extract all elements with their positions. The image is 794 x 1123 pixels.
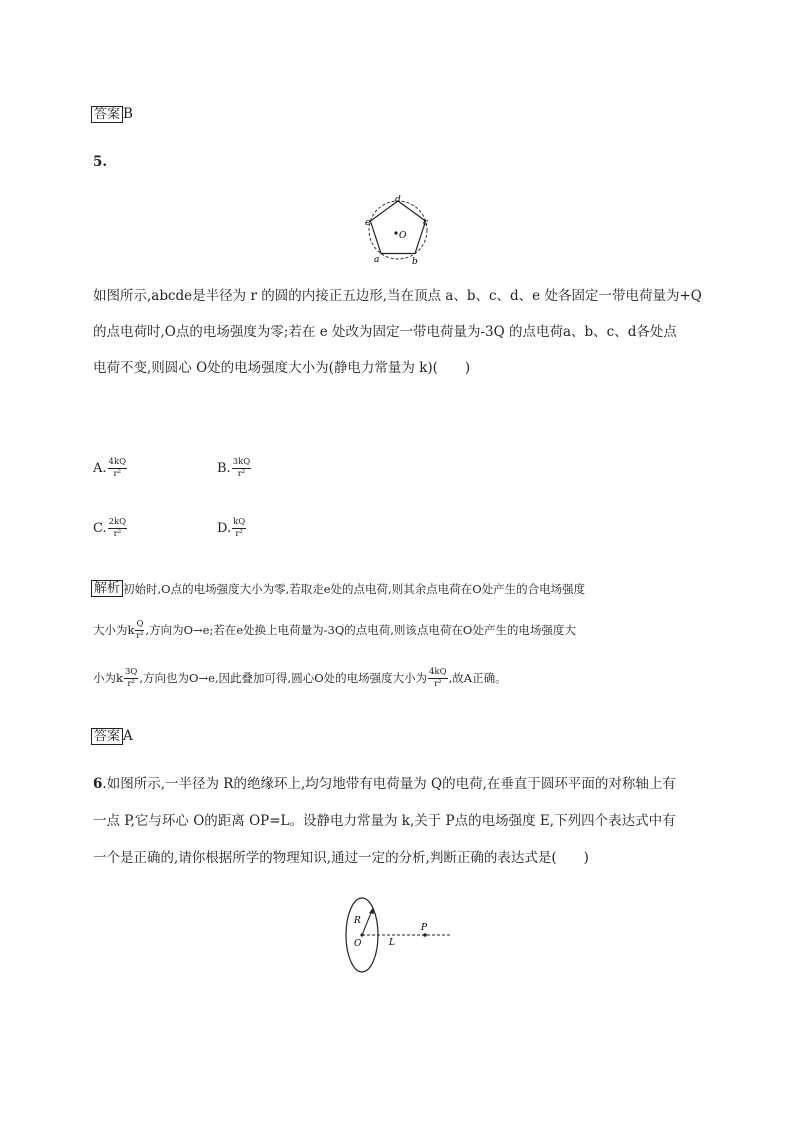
q6-stem-line-2: 一点 P,它与环心 O的距离 OP=L。设静电力常量为 k,关于 P点的电场强度 E,下列四个表达式中有 [93, 813, 676, 829]
q6-stem-line-3: 一个是正确的,请你根据所学的物理知识,通过一定的分析,判断正确的表达式是( ) [93, 850, 589, 866]
analysis-line-1 [91, 580, 585, 597]
label-P: P [421, 923, 428, 933]
answer-label: 答案 [91, 728, 123, 745]
pentagon-figure [360, 192, 440, 268]
option-a-label: A. [93, 460, 107, 476]
q5-stem-line-3: 电荷不变,则圆心 O处的电场强度大小为(静电力常量为 k)( ) [93, 360, 471, 376]
option-a-fraction: $\frac{4kQ}{\text{r²}}$ [108, 457, 127, 479]
label-O: O [354, 939, 362, 949]
option-c-label: C. [93, 520, 107, 536]
analysis-line-2: 大小为k $\frac{Q}{\text{r²}}$ ,方向为O→e;若在e处换上电荷量为-3Q的点电荷,则该点电荷在O处产生的电场强度大 [93, 619, 576, 641]
analysis-fraction-1: $\frac{Q}{\text{r²}}$ [136, 619, 144, 641]
q6-number: 6 [93, 776, 103, 792]
answer-value: B [123, 106, 133, 122]
q5-number: 5. [93, 154, 108, 170]
answer-label: 答案 [91, 106, 123, 123]
option-c-fraction: $\frac{2kQ}{\text{r²}}$ [108, 517, 127, 539]
option-b-label: B. [217, 460, 231, 476]
option-d[interactable] [217, 518, 247, 538]
label-b: b [412, 257, 418, 267]
label-d: d [395, 195, 401, 205]
option-a[interactable] [93, 458, 128, 478]
label-a: a [374, 255, 380, 265]
ring-figure [340, 895, 455, 977]
option-b[interactable] [217, 458, 252, 478]
q6-stem-line-1: 6.如图所示,一半径为 R的绝缘环上,均匀地带有电荷量为 Q的电荷,在垂直于圆环平面的对称轴上有 [93, 776, 676, 792]
q5-stem-line-2: 的点电荷时,O点的电场强度为零;若在 e 处改为固定一带电荷量为-3Q 的点电荷a、b、c、d各处点 [93, 324, 677, 340]
label-R: R [354, 916, 361, 926]
option-c[interactable] [93, 518, 128, 538]
q5-stem-line-1: 如图所示,abcde是半径为 r 的圆的内接正五边形,当在顶点 a、b、c、d、e 处各固定一带电荷量为+Q [93, 288, 702, 304]
analysis-fraction-3: $\frac{4kQ}{\text{r²}}$ [429, 667, 447, 689]
option-d-fraction: $\frac{kQ}{\text{r²}}$ [233, 517, 246, 539]
option-d-label: D. [217, 520, 232, 536]
label-L: L [389, 938, 395, 948]
label-O: O [399, 231, 407, 241]
answer-value: A [123, 728, 133, 744]
analysis-line-3: 小为k $\frac{3Q}{\text{r²}}$ ,方向也为O→e,因此叠加可得,圆心O处的电场强度大小为 $\frac{4kQ}{\text{r²}}$ ,故A正确。 [93, 667, 507, 689]
analysis-text-1: 初始时,O点的电场强度大小为零,若取走e处的点电荷,则其余点电荷在O处产生的合电场强度 [123, 581, 586, 596]
answer-5 [91, 728, 133, 745]
analysis-fraction-2: $\frac{3Q}{\text{r²}}$ [124, 667, 138, 689]
label-c: c [423, 218, 429, 228]
label-e: e [365, 218, 371, 228]
analysis-label: 解析 [91, 580, 123, 597]
option-b-fraction: $\frac{3kQ}{\text{r²}}$ [232, 457, 251, 479]
answer-4 [91, 106, 133, 123]
